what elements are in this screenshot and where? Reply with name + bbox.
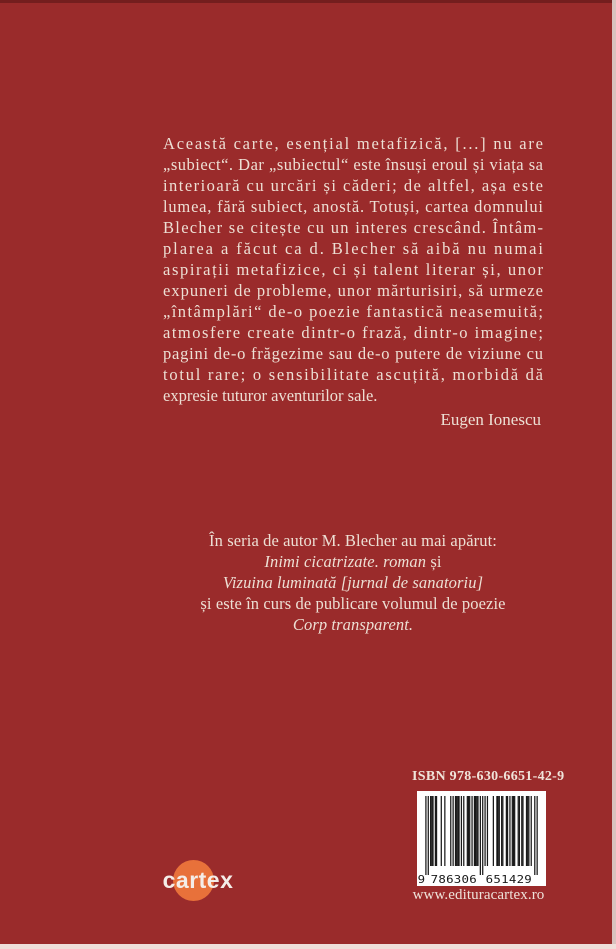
quote-line bbox=[163, 196, 543, 217]
svg-text:Această carte, esențial metafi: Această carte, esențial metafizică, [...] nu are bbox=[163, 134, 543, 153]
quote-line bbox=[163, 385, 543, 406]
series-line: Corp transparent. bbox=[292, 615, 414, 634]
svg-text:expresie tuturor aventurilor s: expresie tuturor aventurilor sale. bbox=[163, 386, 378, 405]
quote-line bbox=[163, 133, 543, 154]
svg-text:Blecher se citește cu un inter: Blecher se citește cu un interes crescând. Întâm- bbox=[163, 218, 543, 237]
quote-line bbox=[163, 364, 543, 385]
page-edge-bottom bbox=[0, 944, 616, 949]
publisher-logo-text: cartex bbox=[162, 867, 234, 893]
svg-text:atmosfere create dintr-o frază: atmosfere create dintr-o frază, dintr-o imagine; bbox=[163, 323, 544, 342]
svg-text:pagini de-o frăgezime sau de-o: pagini de-o frăgezime sau de-o putere de viziune cu bbox=[163, 344, 543, 363]
svg-text:„întâmplări“ de-o poezie fanta: „întâmplări“ de-o poezie fantastică neasemuită; bbox=[163, 302, 543, 321]
svg-text:interioară cu urcări și căderi: interioară cu urcări și căderi; de altfel, așa este bbox=[163, 176, 543, 195]
series-line: Inimi cicatrizate. roman și bbox=[264, 552, 442, 571]
quote-line bbox=[163, 217, 543, 238]
publisher-logo bbox=[150, 852, 250, 912]
quote-paragraph bbox=[163, 133, 543, 406]
quote-line bbox=[163, 322, 543, 343]
barcode-digits: 786306 bbox=[430, 872, 477, 886]
quote-line bbox=[163, 280, 543, 301]
page-edge-right bbox=[612, 0, 616, 949]
svg-text:aspirații metafizice, ci și ta: aspirații metafizice, ci și talent literar și, unor bbox=[163, 260, 543, 279]
quote-line bbox=[163, 301, 543, 322]
svg-text:totul rare; o sensibilitate as: totul rare; o sensibilitate ascuțită, morbidă dă bbox=[163, 365, 543, 384]
svg-text:expuneri de probleme, unor măr: expuneri de probleme, unor mărturisiri, să urmeze bbox=[163, 281, 543, 300]
quote-line bbox=[163, 343, 543, 364]
svg-text:„subiect“. Dar „subiectul“ est: „subiect“. Dar „subiectul“ este însuși eroul și viața sa bbox=[163, 155, 543, 174]
series-line: și este în curs de publicare volumul de poezie bbox=[200, 594, 506, 613]
barcode-digits: 651429 bbox=[485, 872, 532, 886]
quote-line bbox=[163, 238, 543, 259]
barcode-digits: 9 bbox=[417, 872, 426, 886]
ean13-barcode bbox=[417, 791, 546, 886]
series-line: În seria de autor M. Blecher au mai apărut: bbox=[209, 531, 497, 550]
series-line: Vizuina luminată [jurnal de sanatoriu] bbox=[222, 573, 484, 592]
quote-line bbox=[163, 259, 543, 280]
svg-text:lumea, fără subiect, anostă. T: lumea, fără subiect, anostă. Totuși, cartea domnului bbox=[163, 197, 543, 216]
series-note bbox=[163, 530, 543, 635]
quote-line bbox=[163, 154, 543, 175]
quote-line bbox=[163, 175, 543, 196]
quote-attribution: Eugen Ionescu bbox=[440, 410, 541, 429]
publisher-website-url: www.edituracartex.ro bbox=[412, 887, 545, 903]
isbn-label: ISBN 978-630-6651-42-9 bbox=[412, 769, 565, 784]
svg-text:plarea a făcut ca d. Blecher s: plarea a făcut ca d. Blecher să aibă nu numai bbox=[163, 239, 543, 258]
barcode-image bbox=[417, 791, 546, 886]
